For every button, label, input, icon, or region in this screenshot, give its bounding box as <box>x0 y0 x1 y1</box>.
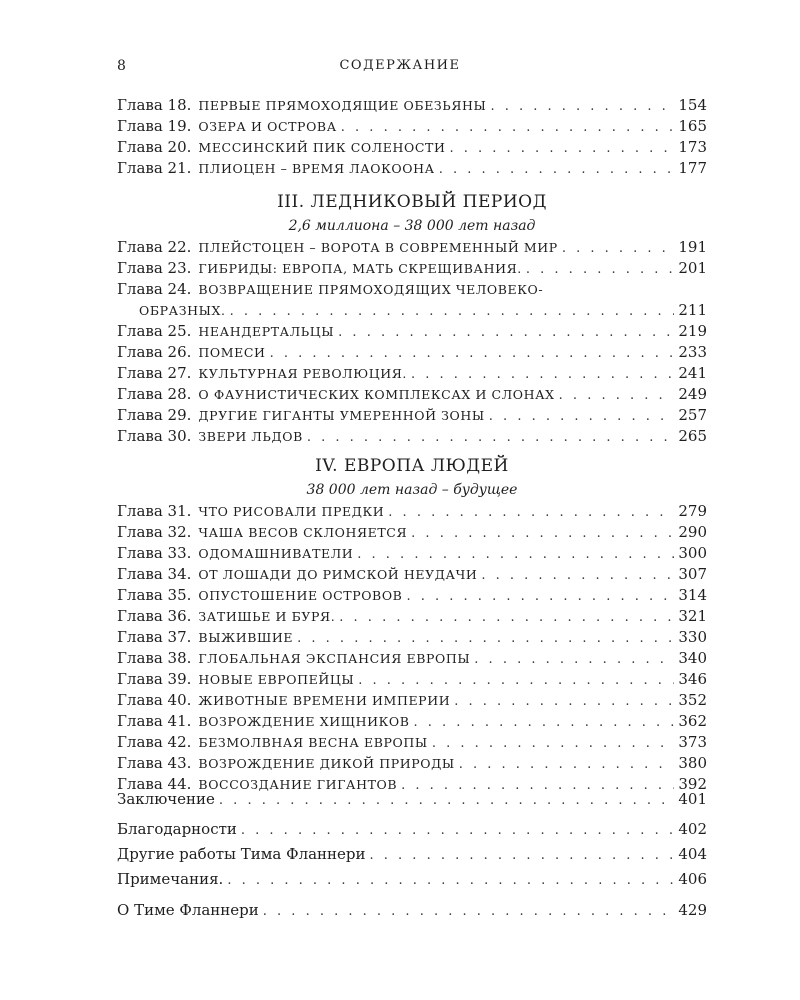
toc-entry <box>117 343 707 364</box>
chapter-number: Глава 44. <box>117 775 192 793</box>
chapter-title-continuation: ОБРАЗНЫХ. <box>139 303 226 318</box>
toc-section-continued <box>117 96 707 180</box>
chapter-number: Глава 36. <box>117 607 192 625</box>
page-ref: 177 <box>678 159 707 177</box>
entry-title: Заключение <box>117 790 215 808</box>
dot-leader <box>411 367 674 382</box>
chapter-title: БЕЗМОЛВНАЯ ВЕСНА ЕВРОПЫ <box>198 735 428 750</box>
dot-leader <box>562 241 675 256</box>
chapter-title: ЗВЕРИ ЛЬДОВ <box>198 429 303 444</box>
chapter-number: Глава 38. <box>117 649 192 667</box>
toc-entry <box>117 733 707 754</box>
dot-leader <box>489 409 675 424</box>
toc-back-matter-2 <box>117 820 707 895</box>
toc-entry <box>117 712 707 733</box>
entry-title: Примечания. <box>117 870 224 888</box>
chapter-title: ОДОМАШНИВАТЕЛИ <box>198 546 354 561</box>
toc-entry <box>117 138 707 159</box>
page-ref: 257 <box>678 406 707 424</box>
toc-entry-conclusion <box>117 790 707 811</box>
chapter-title: ВОЗРОЖДЕНИЕ ДИКОЙ ПРИРОДЫ <box>198 756 455 771</box>
page-ref: 330 <box>678 628 707 646</box>
toc-entry <box>117 523 707 544</box>
page-ref: 290 <box>678 523 707 541</box>
chapter-title: ЧАША ВЕСОВ СКЛОНЯЕТСЯ <box>198 525 408 540</box>
chapter-title: ВОЗРОЖДЕНИЕ ХИЩНИКОВ <box>198 714 410 729</box>
chapter-number: Глава 41. <box>117 712 192 730</box>
toc-entry-continuation <box>117 301 707 322</box>
chapter-title: ОЗЕРА И ОСТРОВА <box>198 119 337 134</box>
toc-entry <box>117 322 707 343</box>
toc-entry <box>117 159 707 180</box>
page-ref: 373 <box>678 733 707 751</box>
dot-leader <box>263 904 675 919</box>
dot-leader <box>449 141 674 156</box>
toc-back-matter-3 <box>117 901 707 922</box>
dot-leader <box>414 715 675 730</box>
chapter-title: ОТ ЛОШАДИ ДО РИМСКОЙ НЕУДАЧИ <box>198 567 478 582</box>
chapter-title: ВОЗВРАЩЕНИЕ ПРЯМОХОДЯЩИХ ЧЕЛОВЕКО- <box>198 282 544 297</box>
toc-back-matter <box>117 790 707 811</box>
dot-leader <box>230 304 675 319</box>
page-number: 8 <box>117 58 126 74</box>
running-head: СОДЕРЖАНИЕ <box>339 58 461 73</box>
dot-leader <box>357 547 674 562</box>
chapter-number: Глава 22. <box>117 238 192 256</box>
page-ref: 392 <box>678 775 707 793</box>
page-ref: 402 <box>678 820 707 838</box>
page-ref: 249 <box>678 385 707 403</box>
toc-entry-other-works <box>117 845 707 870</box>
toc-entry <box>117 96 707 117</box>
dot-leader <box>490 99 674 114</box>
page-ref: 362 <box>678 712 707 730</box>
chapter-number: Глава 21. <box>117 159 192 177</box>
dot-leader <box>307 430 675 445</box>
dot-leader <box>526 262 674 277</box>
page-ref: 321 <box>678 607 707 625</box>
chapter-title: ГИБРИДЫ: ЕВРОПА, МАТЬ СКРЕЩИВАНИЯ. <box>198 261 522 276</box>
chapter-title: НЕАНДЕРТАЛЬЦЫ <box>198 324 335 339</box>
page-ref: 307 <box>678 565 707 583</box>
chapter-number: Глава 33. <box>117 544 192 562</box>
dot-leader <box>454 694 674 709</box>
toc-entry <box>117 565 707 586</box>
chapter-title: ОПУСТОШЕНИЕ ОСТРОВОВ <box>198 588 403 603</box>
toc-entry <box>117 649 707 670</box>
page-ref: 406 <box>678 870 707 888</box>
dot-leader <box>358 673 674 688</box>
page-ref: 191 <box>678 238 707 256</box>
chapter-number: Глава 31. <box>117 502 192 520</box>
toc-entry-about <box>117 901 707 922</box>
entry-title: Благодарности <box>117 820 237 838</box>
page-ref: 429 <box>678 901 707 919</box>
dot-leader <box>481 568 674 583</box>
page-ref: 265 <box>678 427 707 445</box>
page-ref: 219 <box>678 322 707 340</box>
dot-leader <box>338 325 674 340</box>
chapter-number: Глава 26. <box>117 343 192 361</box>
toc-entry <box>117 628 707 649</box>
toc-entry <box>117 670 707 691</box>
dot-leader <box>227 873 674 888</box>
toc-entry <box>117 259 707 280</box>
toc-part-4 <box>117 452 707 796</box>
entry-title: О Тиме Фланнери <box>117 901 259 919</box>
part-title: III. ЛЕДНИКОВЫЙ ПЕРИОД <box>277 192 547 212</box>
entry-title: Другие работы Тима Фланнери <box>117 845 366 863</box>
dot-leader <box>559 388 675 403</box>
toc-entry <box>117 117 707 138</box>
dot-leader <box>219 793 674 808</box>
chapter-title: ПОМЕСИ <box>198 345 266 360</box>
chapter-number: Глава 32. <box>117 523 192 541</box>
dot-leader <box>474 652 674 667</box>
chapter-title: ПЛЕЙСТОЦЕН – ВОРОТА В СОВРЕМЕННЫЙ МИР <box>198 240 558 255</box>
page-ref: 279 <box>678 502 707 520</box>
page-ref: 340 <box>678 649 707 667</box>
page-ref: 233 <box>678 343 707 361</box>
chapter-title: КУЛЬТУРНАЯ РЕВОЛЮЦИЯ. <box>198 366 407 381</box>
toc-entry-thanks <box>117 820 707 845</box>
page-ref: 352 <box>678 691 707 709</box>
page-ref: 154 <box>678 96 707 114</box>
page-ref: 241 <box>678 364 707 382</box>
toc-entry <box>117 280 707 301</box>
chapter-number: Глава 19. <box>117 117 192 135</box>
part-title: IV. ЕВРОПА ЛЮДЕЙ <box>315 456 509 476</box>
chapter-title: ГЛОБАЛЬНАЯ ЭКСПАНСИЯ ЕВРОПЫ <box>198 651 471 666</box>
page-ref: 201 <box>678 259 707 277</box>
chapter-number: Глава 24. <box>117 280 192 298</box>
chapter-title: ДРУГИЕ ГИГАНТЫ УМЕРЕННОЙ ЗОНЫ <box>198 408 485 423</box>
dot-leader <box>411 526 674 541</box>
chapter-number: Глава 28. <box>117 385 192 403</box>
part-subtitle: 2,6 миллиона – 38 000 лет назад <box>288 218 536 234</box>
dot-leader <box>406 589 674 604</box>
toc-entry <box>117 544 707 565</box>
dot-leader <box>270 346 675 361</box>
toc-entry <box>117 754 707 775</box>
chapter-number: Глава 39. <box>117 670 192 688</box>
chapter-number: Глава 40. <box>117 691 192 709</box>
page-ref: 401 <box>678 790 707 808</box>
toc-entry <box>117 586 707 607</box>
dot-leader <box>297 631 674 646</box>
page-ref: 346 <box>678 670 707 688</box>
page-ref: 380 <box>678 754 707 772</box>
chapter-title: ПЛИОЦЕН – ВРЕМЯ ЛАОКООНА <box>198 161 435 176</box>
page-ref: 173 <box>678 138 707 156</box>
dot-leader <box>341 120 675 135</box>
dot-leader <box>459 757 675 772</box>
chapter-title: НОВЫЕ ЕВРОПЕЙЦЫ <box>198 672 355 687</box>
chapter-title: ЧТО РИСОВАЛИ ПРЕДКИ <box>198 504 385 519</box>
chapter-number: Глава 42. <box>117 733 192 751</box>
toc-entry <box>117 364 707 385</box>
toc-entry <box>117 427 707 448</box>
chapter-number: Глава 18. <box>117 96 192 114</box>
page-ref: 404 <box>678 845 707 863</box>
chapter-title: ЖИВОТНЫЕ ВРЕМЕНИ ИМПЕРИИ <box>198 693 451 708</box>
chapter-number: Глава 43. <box>117 754 192 772</box>
dot-leader <box>370 848 675 863</box>
chapter-number: Глава 25. <box>117 322 192 340</box>
toc-entry <box>117 607 707 628</box>
chapter-number: Глава 34. <box>117 565 192 583</box>
chapter-title: О ФАУНИСТИЧЕСКИХ КОМПЛЕКСАХ И СЛОНАХ <box>198 387 555 402</box>
chapter-number: Глава 29. <box>117 406 192 424</box>
chapter-title: ВОССОЗДАНИЕ ГИГАНТОВ <box>198 777 398 792</box>
page-ref: 165 <box>678 117 707 135</box>
chapter-number: Глава 23. <box>117 259 192 277</box>
toc-part-3 <box>117 188 707 448</box>
dot-leader <box>339 610 674 625</box>
page-ref: 300 <box>678 544 707 562</box>
chapter-title: ПЕРВЫЕ ПРЯМОХОДЯЩИЕ ОБЕЗЬЯНЫ <box>198 98 487 113</box>
chapter-number: Глава 27. <box>117 364 192 382</box>
part-subtitle: 38 000 лет назад – будущее <box>306 482 518 498</box>
toc-entry <box>117 238 707 259</box>
toc-entry <box>117 385 707 406</box>
chapter-number: Глава 37. <box>117 628 192 646</box>
dot-leader <box>432 736 675 751</box>
dot-leader <box>241 823 674 838</box>
chapter-title: ЗАТИШЬЕ И БУРЯ. <box>198 609 336 624</box>
chapter-number: Глава 30. <box>117 427 192 445</box>
toc-entry <box>117 406 707 427</box>
chapter-number: Глава 20. <box>117 138 192 156</box>
toc-entry <box>117 691 707 712</box>
page-ref: 314 <box>678 586 707 604</box>
chapter-number: Глава 35. <box>117 586 192 604</box>
chapter-title: ВЫЖИВШИЕ <box>198 630 294 645</box>
page-ref: 211 <box>678 301 707 319</box>
dot-leader <box>388 505 674 520</box>
toc-entry <box>117 502 707 523</box>
chapter-title: МЕССИНСКИЙ ПИК СОЛЕНОСТИ <box>198 140 446 155</box>
dot-leader <box>439 162 675 177</box>
toc-entry-notes <box>117 870 707 895</box>
